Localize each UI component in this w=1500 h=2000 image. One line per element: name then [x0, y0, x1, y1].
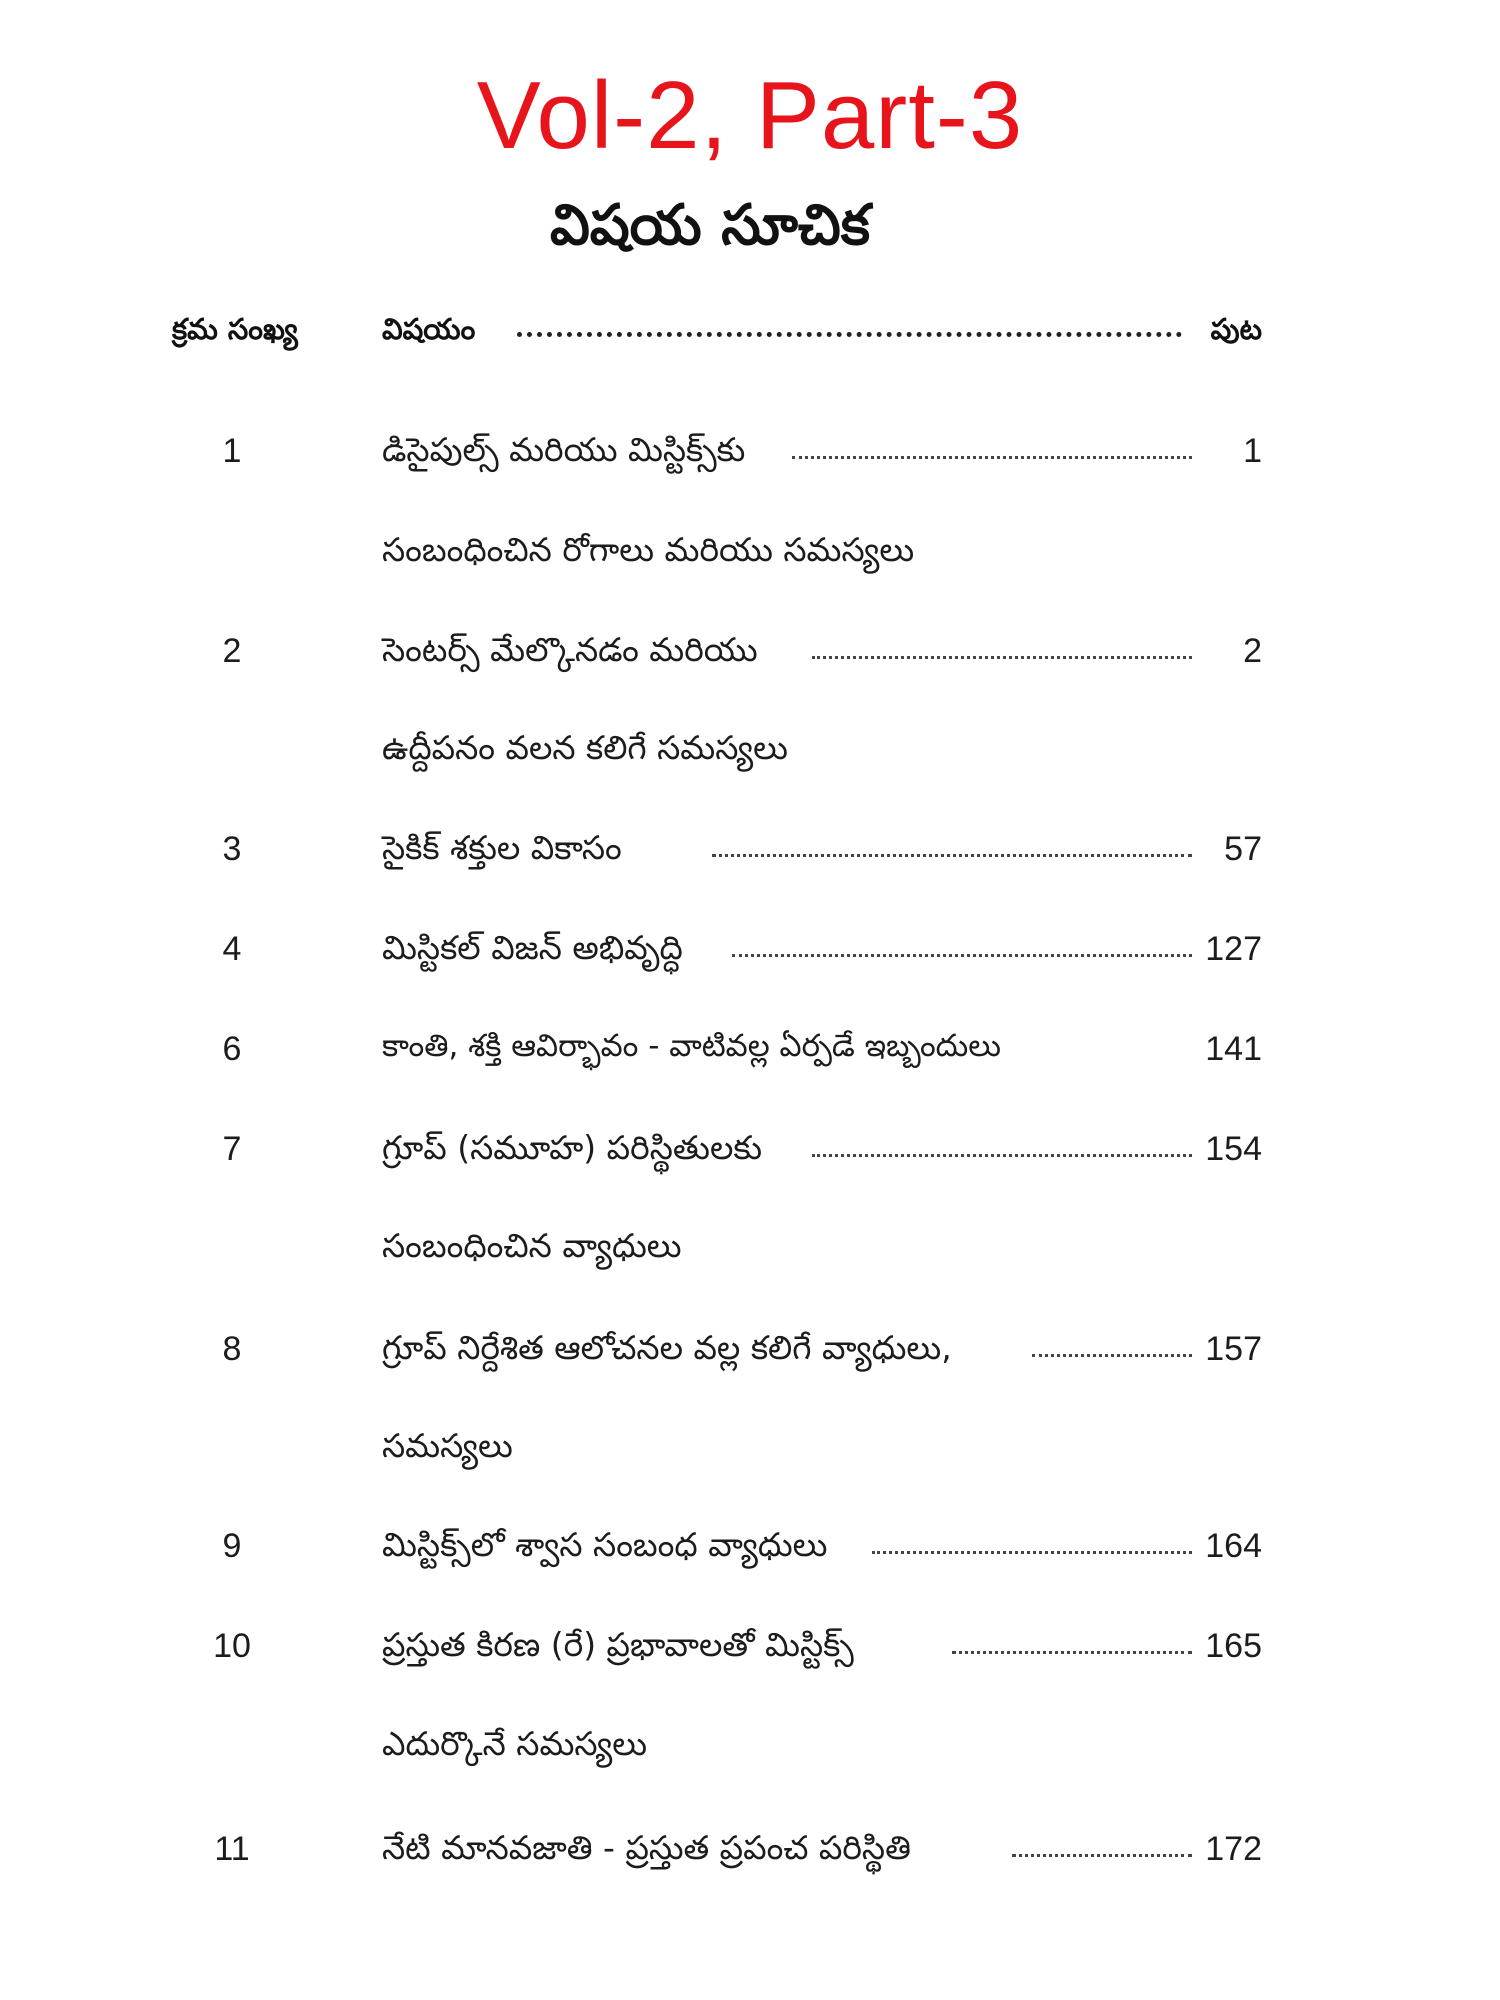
entry-title: మిస్టిక్స్‌లో శ్వాస సంబంధ వ్యాధులు: [382, 1525, 835, 1572]
toc-entry: [172, 1018, 1262, 1078]
column-header-row: [172, 312, 1262, 362]
entry-title: నేటి మానవజాతి - ప్రస్తుత ప్రపంచ పరిస్థితి: [382, 1828, 919, 1875]
entry-page: 157: [1205, 1330, 1262, 1368]
entry-number: 4: [222, 930, 242, 968]
entry-title: గ్రూప్ (సమూహ) పరిస్థితులకు: [382, 1128, 770, 1175]
toc-entry: [172, 1515, 1262, 1575]
entry-page: 2: [1243, 632, 1262, 670]
entry-title: సైకిక్ శక్తుల వికాసం: [382, 828, 630, 875]
entry-page: 164: [1205, 1527, 1262, 1565]
toc-entry: [172, 818, 1262, 878]
column-header-page: పుట: [1210, 312, 1262, 346]
entry-title: కాంతి, శక్తి ఆవిర్భావం - వాటివల్ల ఏర్పడే ఇబ్బందులు: [382, 1028, 1009, 1071]
leader-dots: [1032, 1354, 1192, 1357]
toc-entry: [172, 620, 1262, 680]
entry-page: 141: [1205, 1030, 1262, 1068]
leader-dots: [952, 1651, 1192, 1654]
entry-title: మిస్టికల్ విజన్ అభివృద్ధి: [382, 928, 691, 975]
entry-title: సెంటర్స్ మేల్కొనడం మరియు: [382, 630, 766, 677]
entry-page: 165: [1205, 1627, 1262, 1665]
leader-dots: [872, 1551, 1192, 1554]
entry-number: 11: [214, 1830, 250, 1868]
column-header-number: క్రమ సంఖ్య: [172, 312, 298, 346]
entry-number: 7: [222, 1130, 242, 1168]
toc-entry: [172, 420, 1262, 480]
entry-continuation: సంబంధించిన వ్యాధులు: [382, 1226, 682, 1265]
leader-dots: [1012, 1854, 1192, 1857]
entry-title: డిసైపుల్స్ మరియు మిస్టిక్స్‌కు: [382, 430, 753, 477]
entry-title: గ్రూప్ నిర్దేశిత ఆలోచనల వల్ల కలిగే వ్యాధులు,: [382, 1328, 960, 1375]
toc-entry: [172, 918, 1262, 978]
entry-continuation: సంబంధించిన రోగాలు మరియు సమస్యలు: [382, 530, 915, 569]
entry-number: 6: [222, 1030, 242, 1068]
entry-page: 57: [1224, 830, 1262, 868]
leader-dots: [812, 1154, 1192, 1157]
leader-dots: [712, 854, 1192, 857]
entry-number: 3: [222, 830, 242, 868]
toc-heading: విషయ సూచిక: [549, 193, 871, 258]
column-header-subject: విషయం: [382, 312, 476, 346]
entry-page: 154: [1205, 1130, 1262, 1168]
entry-number: 1: [222, 432, 242, 470]
leader-dots: [732, 954, 1192, 957]
entry-number: 2: [222, 632, 242, 670]
entry-continuation: ఉద్దీపనం వలన కలిగే సమస్యలు: [382, 728, 788, 767]
toc-entry: [172, 1318, 1262, 1378]
entry-number: 9: [222, 1527, 242, 1565]
leader-dots: [517, 332, 1182, 337]
leader-dots: [792, 456, 1192, 459]
toc-entry: [172, 1615, 1262, 1675]
volume-title: Vol-2, Part-3: [476, 62, 1024, 169]
leader-dots: [812, 656, 1192, 659]
toc-entry: [172, 1118, 1262, 1178]
entry-number: 8: [222, 1330, 242, 1368]
entry-page: 1: [1243, 432, 1262, 470]
entry-title: ప్రస్తుత కిరణ (రే) ప్రభావాలతో మిస్టిక్స్: [382, 1625, 862, 1672]
entry-continuation: సమస్యలు: [382, 1426, 513, 1465]
entry-number: 10: [213, 1627, 251, 1665]
entry-page: 172: [1205, 1830, 1262, 1868]
toc-entry: [172, 1818, 1262, 1878]
entry-page: 127: [1205, 930, 1262, 968]
entry-continuation: ఎదుర్కొనే సమస్యలు: [382, 1724, 648, 1763]
